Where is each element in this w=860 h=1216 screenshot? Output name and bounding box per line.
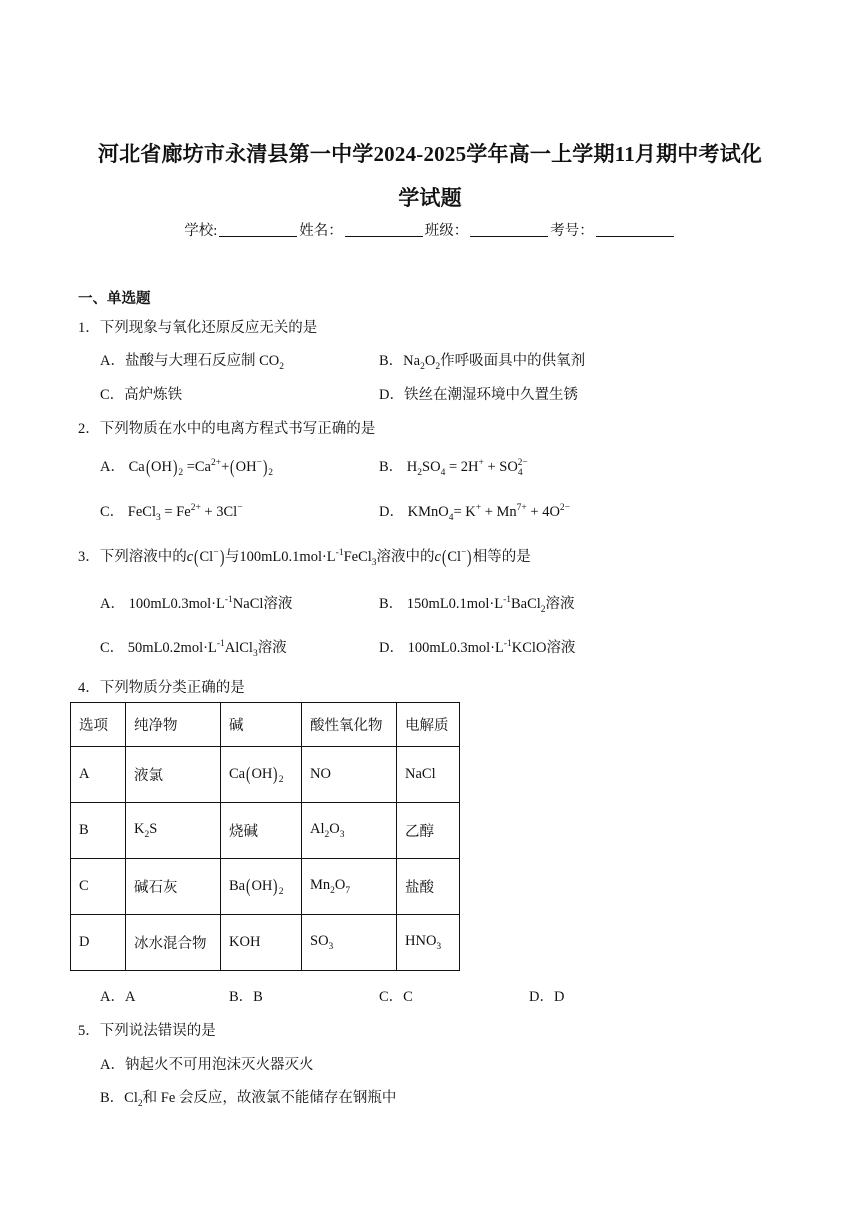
classification-table <box>70 702 460 971</box>
q1-option-b[interactable] <box>379 349 585 372</box>
table-header: 酸性氧化物 <box>302 703 397 747</box>
question-stem: 下列溶液中的 <box>99 549 187 565</box>
q3-option-d[interactable]: D． $100mL0.3mol\cdot L^{-1}KClO$溶液 <box>379 639 576 656</box>
table-cell: $Ca(OH)_2$ <box>221 747 302 803</box>
q3-option-a[interactable]: A． $100mL0.3mol\cdot L^{-1}NaCl$溶液 <box>100 595 293 612</box>
option-text: 溶液 <box>263 596 293 612</box>
table-cell: $K_2S$ <box>126 803 221 859</box>
number-blank[interactable] <box>596 222 674 237</box>
table-header: 碱 <box>221 703 302 747</box>
question-stem: 溶液中的 <box>376 549 435 565</box>
q5-option-b[interactable] <box>100 1086 396 1109</box>
question-1 <box>78 316 317 337</box>
q2-option-a[interactable]: A． $Ca(OH)_2 =Ca^{2+}+(OH^-)_2$ <box>100 457 274 478</box>
q4-option-a[interactable]: A．A <box>100 989 136 1005</box>
subscript: 2 <box>137 1098 143 1109</box>
student-info-line <box>0 219 860 240</box>
table-row <box>71 915 460 971</box>
question-stem: 下列物质分类正确的是 <box>99 680 245 696</box>
option-text: 溶液 <box>546 640 576 656</box>
question-stem: 相等的是 <box>472 549 531 565</box>
table-row <box>71 747 460 803</box>
name-label: 姓名： <box>299 223 343 239</box>
question-number: 1． <box>78 320 100 336</box>
table-header: 电解质 <box>397 703 460 747</box>
q2-option-b[interactable]: B． $H_2SO_4 = 2H^+ + SO_4^{2-}$ <box>379 458 528 478</box>
question-5 <box>78 1019 216 1040</box>
table-cell: $SO_3$ <box>302 915 397 971</box>
table-cell: B <box>71 803 126 859</box>
option-text: 作呼吸面具中的供氧剂 <box>440 353 586 369</box>
table-cell: NaCl <box>397 747 460 803</box>
question-2 <box>78 417 375 438</box>
question-3: 3．下列溶液中的c(Cl−)与$100mL0.1mol\cdot L^{-1}FeCl_3$溶液中的c(Cl−)相等的是 <box>78 547 531 568</box>
section-heading: 一、单选题 <box>78 291 151 307</box>
subscript: 2 <box>279 361 284 372</box>
option-text: 溶液 <box>545 596 575 612</box>
q3-option-b[interactable]: B． $150mL0.1mol\cdot L^{-1}BaCl_2$溶液 <box>379 595 575 615</box>
q5-option-a[interactable]: A．钠起火不可用泡沫灭火器灭火 <box>100 1057 314 1073</box>
table-cell: D <box>71 915 126 971</box>
question-stem: 下列物质在水中的电离方程式书写正确的是 <box>99 421 376 437</box>
subscript: 2 <box>420 361 425 372</box>
table-header: 选项 <box>71 703 126 747</box>
table-cell: 乙醇 <box>397 803 460 859</box>
option-text: O <box>424 353 436 369</box>
q4-option-d[interactable]: D．D <box>529 989 565 1005</box>
option-text: B．Cl <box>100 1090 138 1106</box>
table-cell: 盐酸 <box>397 859 460 915</box>
table-cell: $Ba(OH)_2$ <box>221 859 302 915</box>
class-blank[interactable] <box>470 222 548 237</box>
q1-option-c[interactable]: C．高炉炼铁 <box>100 387 183 403</box>
table-cell: $Al_2O_3$ <box>302 803 397 859</box>
table-cell: KOH <box>221 915 302 971</box>
question-number: 2． <box>78 421 100 437</box>
q3-option-c[interactable]: C． $50mL0.2mol\cdot L^{-1}AlCl_3$溶液 <box>100 639 287 659</box>
table-cell: 液氯 <box>126 747 221 803</box>
table-header-row <box>71 703 460 747</box>
table-cell: A <box>71 747 126 803</box>
school-label: 学校: <box>184 223 218 239</box>
number-label: 考号： <box>550 223 594 239</box>
class-label: 班级： <box>424 223 469 239</box>
q2-option-d[interactable]: D． KMnO$_4$= $K^+ + Mn^{7+} + 4O^{2-}$ <box>379 503 571 523</box>
table-cell: C <box>71 859 126 915</box>
q2-option-c[interactable]: C． FeCl$_3$ = $Fe^{2+} + 3Cl^-$ <box>100 503 243 523</box>
table-cell: 碱石灰 <box>126 859 221 915</box>
question-4 <box>78 676 245 697</box>
question-number: 4． <box>78 680 100 696</box>
table-header: 纯净物 <box>126 703 221 747</box>
option-text: 溶液 <box>257 640 287 656</box>
table-cell: 烧碱 <box>221 803 302 859</box>
table-cell: $Mn_2O_7$ <box>302 859 397 915</box>
q1-option-a[interactable] <box>100 349 284 372</box>
question-number: 5． <box>78 1023 100 1039</box>
q4-option-c[interactable]: C．C <box>379 989 413 1005</box>
table-row <box>71 803 460 859</box>
table-cell: $HNO_3$ <box>397 915 460 971</box>
name-blank[interactable] <box>345 222 423 237</box>
q4-option-b[interactable]: B．B <box>229 989 263 1005</box>
question-stem: 下列说法错误的是 <box>99 1023 216 1039</box>
page-title: 河北省廊坊市永清县第一中学2024-2025学年高一上学期11月期中考试化 <box>97 142 763 166</box>
question-number: 3． <box>78 549 100 565</box>
question-stem: 下列现象与氧化还原反应无关的是 <box>99 320 318 336</box>
option-text: A．盐酸与大理石反应制 CO <box>100 353 280 369</box>
q1-option-d[interactable]: D．铁丝在潮湿环境中久置生锈 <box>379 387 578 403</box>
table-cell: 冰水混合物 <box>126 915 221 971</box>
subscript: 2 <box>435 361 441 372</box>
option-text: B．Na <box>379 353 421 369</box>
table-cell: NO <box>302 747 397 803</box>
option-text: 和 Fe 会反应，故液氯不能储存在钢瓶中 <box>142 1090 397 1106</box>
question-stem: 与 <box>224 549 240 565</box>
page-title-continued: 学试题 <box>398 186 462 210</box>
school-blank[interactable] <box>219 222 297 237</box>
table-row <box>71 859 460 915</box>
